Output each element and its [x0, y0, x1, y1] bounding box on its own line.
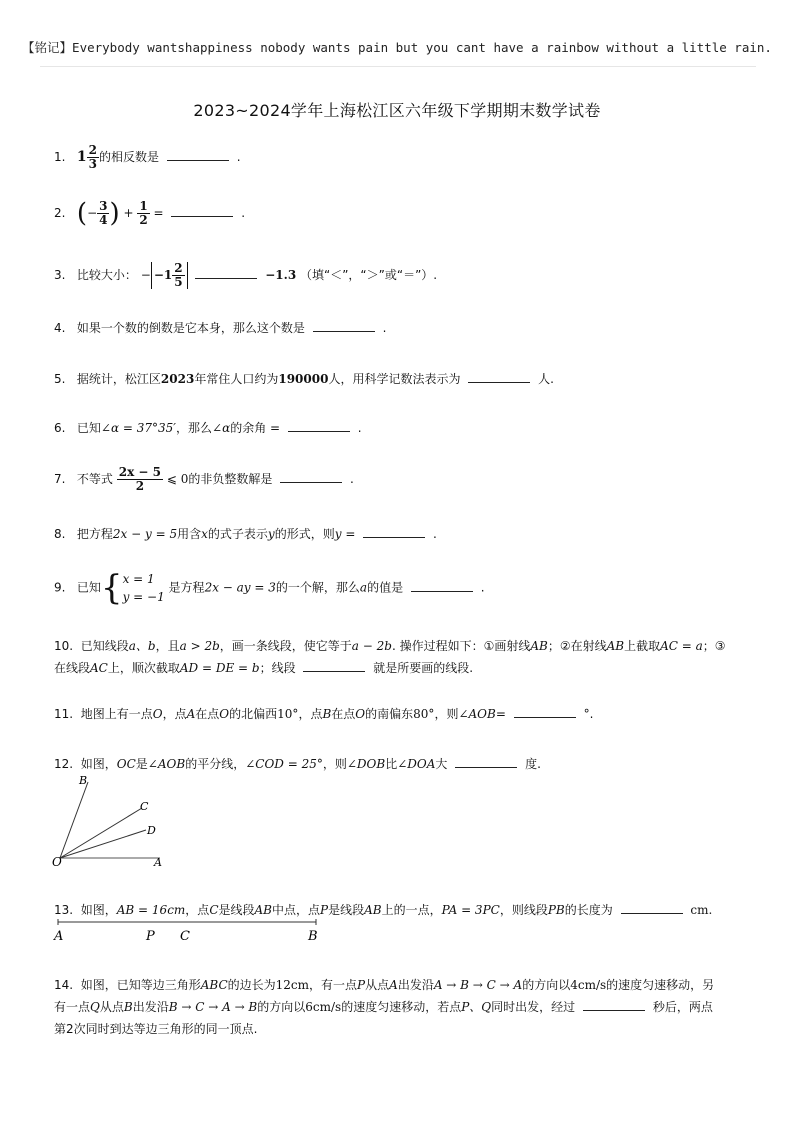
ray-oc	[60, 808, 142, 858]
answer-blank[interactable]	[583, 998, 645, 1011]
question-13: 13. 如图，AB = 16cm，点C是线段AB中点，点P是线段AB上的一点，PA = 3PC，则线段PB的长度为 cm.	[54, 903, 713, 917]
question-12: 12. 如图，OC是∠AOB的平分线，∠COD = 25°，则∠DOB比∠DOA大 度.	[54, 757, 541, 771]
label-a: A	[54, 929, 64, 944]
angle-figure	[50, 772, 180, 872]
question-10: 10. 已知线段a、b，且a > 2b，画一条线段，使它等于a − 2b. 操作过程如下：①画射线AB；②在射线AB上截取AC = a；③ 在线段AC上，顺次截取AD = DE = b；线段 就是所要画的线段.	[54, 639, 726, 675]
header-divider	[40, 66, 756, 67]
question-7: 7. 不等式 $\frac{2x - 5}{2}$ ⩽ 0的非负整数解是 .	[54, 465, 354, 493]
question-14: 14. 如图，已知等边三角形ABC的边长为12cm，有一点P从点A出发沿A → B → C → A的方向以4cm/s的速度匀速移动，另 有一点Q从点B出发沿B → C → A → B的方向以6cm/s的速度匀速移动，若点P、Q同时出发，经过 秒后，两点 第2次同时到达等边三角形的同一顶点.	[54, 978, 715, 1036]
answer-blank[interactable]	[195, 266, 257, 279]
label-d: D	[147, 824, 156, 837]
answer-blank[interactable]	[171, 204, 233, 217]
label-b: B	[308, 929, 318, 944]
label-o: O	[52, 855, 62, 869]
ray-od	[60, 830, 146, 858]
label-p: P	[146, 929, 155, 944]
label-b: B	[79, 774, 88, 787]
question-11: 11. 地图上有一点O，点A在点O的北偏西10°，点B在点O的南偏东80°，则∠AOB= °.	[54, 707, 594, 721]
question-3: 3. 比较大小： − −1 $\frac{2}{5}$ −1.3 （填“＜”，“＞”或“＝”）.	[54, 261, 438, 289]
answer-blank[interactable]	[621, 901, 683, 914]
answer-blank[interactable]	[303, 659, 365, 672]
question-1: 1. 1 $\frac{2}{3}$ 的相反数是 .	[54, 143, 241, 171]
answer-blank[interactable]	[468, 370, 530, 383]
question-2: 2. (− $\frac{3}{4}$ ) + $\frac{1}{2}$ = .	[54, 198, 246, 229]
ray-ob	[60, 782, 88, 858]
answer-blank[interactable]	[280, 470, 342, 483]
answer-blank[interactable]	[363, 525, 425, 538]
answer-blank[interactable]	[167, 148, 229, 161]
label-c: C	[140, 800, 149, 813]
question-4: 4. 如果一个数的倒数是它本身，那么这个数是 .	[54, 321, 387, 335]
segment-figure	[50, 916, 330, 946]
header-motto: 【铭记】Everybody wantshappiness nobody wants pain but you cant have a rainbow without a little rain.	[22, 40, 772, 55]
question-6: 6. 已知∠α = 37°35′，那么∠α的余角 = .	[54, 421, 362, 435]
answer-blank[interactable]	[313, 319, 375, 332]
answer-blank[interactable]	[514, 705, 576, 718]
label-a: A	[154, 856, 162, 869]
answer-blank[interactable]	[455, 755, 517, 768]
question-8: 8. 把方程2x − y = 5用含x的式子表示y的形式，则y = .	[54, 527, 437, 541]
answer-blank[interactable]	[411, 579, 473, 592]
question-5: 5. 据统计，松江区2023年常住人口约为190000人，用科学记数法表示为 人.	[54, 372, 554, 386]
page-title: 2023~2024学年上海松江区六年级下学期期末数学试卷	[193, 101, 601, 120]
question-9: 9. 已知{ x = 1 y = −1 是方程2x − ay = 3的一个解，那么a的值是 .	[54, 568, 485, 608]
label-c: C	[180, 929, 190, 944]
answer-blank[interactable]	[288, 419, 350, 432]
